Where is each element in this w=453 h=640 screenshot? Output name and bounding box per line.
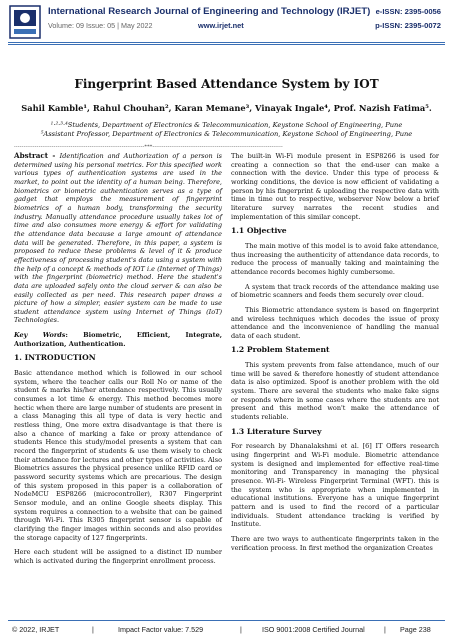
intro-continued: The built-in Wi-Fi module present in ESP8266 is used for creating a connection so that the end-user can make a connection with the device. Under this type of process & working conditions, the device is now efficient of validating a person by his fingerprint & uploading the respective data with time in time out to respective, webserver Now below a brief literature survey narrates the recent studies and implementation of this similar concept. bbox=[231, 152, 439, 221]
section-separator: ---------------------------------------------------------------------***--------------------------------------------------------------------- bbox=[14, 144, 283, 150]
intro-paragraph-2: Here each student will be assigned to a distinct ID number which is activated during the fingerprint enrollment process. bbox=[14, 548, 222, 565]
footer-page-number: Page 238 bbox=[400, 625, 431, 634]
volume-line: Volume: 09 Issue: 05 | May 2022 bbox=[48, 21, 153, 30]
objective-paragraph-1: The main motive of this model is to avoid fake attendance, thus increasing the authenticity of attendance data records, to reduce the process of manually taking and maintaining the attendance records becomes highly cumbersome. bbox=[231, 241, 439, 276]
footer-separator: | bbox=[384, 625, 386, 634]
abstract-label: Abstract - bbox=[14, 151, 60, 160]
keywords bbox=[14, 331, 222, 348]
objective-paragraph-3: This Biometric attendance system is based on fingerprint and wireless techniques which decodes the issue of proxy attendance and the inconvenience of handling the manual data of each student. bbox=[231, 305, 439, 340]
page-footer bbox=[0, 625, 453, 639]
footer-impact-factor: Impact Factor value: 7.529 bbox=[118, 625, 204, 634]
journal-website[interactable]: www.irjet.net bbox=[198, 21, 244, 30]
footer-copyright: © 2022, IRJET bbox=[12, 625, 60, 634]
header-rule-2 bbox=[8, 44, 445, 45]
footer-separator: | bbox=[240, 625, 242, 634]
e-issn: e-ISSN: 2395-0056 bbox=[375, 7, 441, 16]
right-column bbox=[231, 152, 439, 558]
problem-paragraph: This system prevents from false attendance, much of our time will be saved & therefore honestly of student attendance data is also optimized. Spoof is another problem with the old system. There are several the students who make fake signs or responds where in some cases where the students are not present and this method won't make the attendance of students reliable. bbox=[231, 361, 439, 422]
abstract bbox=[14, 152, 222, 325]
intro-heading: 1. INTRODUCTION bbox=[14, 353, 96, 363]
footer-iso: ISO 9001:2008 Certified Journal bbox=[262, 625, 365, 634]
objective-paragraph-2: A system that track records of the attendance making use of biometric scanners and feeds them securely over cloud. bbox=[231, 282, 439, 300]
keywords-text: : Biometric, Efficient, Integrate, Authorization, Authentication. bbox=[14, 331, 223, 348]
abstract-text: Identification and Authorization of a person is determined using his personal metrics. For this specified work various types of authentication systems are used in the market, to point out the identity of a human being. Therefore, biometrics or biometric authentication serves as a type of gadget that employs the measurement of fingerprint biometrics of a human body, transforming the security industry. Manually attendance procedure usually takes lot of time and also consumes more energy & effort for validating the attendance data because a large amount of attendance data will be generated. Therefore, in this paper, a system is proposed to reduce these problems & level of it & produce effectiveness of processing student's data using a system with the help of a concept & methods of IOT i.e (Internet of Things) with the fingerprint (biometric) method. Here the student's data are uploaded safely onto the cloud server & can also be easily collected as per need. This research paper draws a picture of how a simpler, easier system can be made to use student attendance system using Internet of Things (IoT) Technologies. bbox=[14, 152, 222, 325]
footer-rule bbox=[8, 620, 445, 621]
literature-heading: 1.3 Literature Survey bbox=[231, 426, 322, 436]
p-issn: p-ISSN: 2395-0072 bbox=[375, 21, 441, 30]
objective-heading: 1.1 Objective bbox=[231, 226, 287, 236]
journal-header bbox=[0, 0, 453, 44]
footer-separator: | bbox=[92, 625, 94, 634]
left-column bbox=[14, 152, 222, 572]
literature-paragraph-1: For research by Dhanalakshmi et al. [6] IT Offers research using fingerprint and Wi-Fi module. Biometric attendance system is designed and implemented for effective real-time monitoring and Transparency in managing the physical presence. Wi-Fi- Wireless Fingerprint Terminal (WFT). this is the system who is appropriate when implemented in educational institutions. Everyone has a unique fingerprint pattern and is used to find the record of a particular individuals. Student attendance tracking is verified by Institute. bbox=[231, 442, 439, 529]
header-rule bbox=[8, 42, 445, 43]
affiliation-professor: ⁵Assistant Professor, Department of Electronics & Telecommunication, Keystone School of Engineering, Pune bbox=[40, 130, 413, 138]
affiliation-students: ¹·²·³·⁴Students, Department of Electronics & Telecommunication, Keystone School of Engineering, Pune bbox=[50, 121, 403, 129]
intro-paragraph-1: Basic attendance method which is followed in our school system, where the teacher calls our Roll No or name of the student & marks his/her attendance respectively. This usually consumes a lot time & energy. This method becomes more hectic when there are large number of students are present in a class Managing this all type of data is very hectic and restless thing, One more extra disadvantage is that there is also a chance of marking a fake or proxy attendance of students Hence this study/model presents a system that can record the fingerprint of students & use them wisely to check their attendance for lectures and other types of activities. Also Biometrics assures the physical presence unlike RFID card or password security systems which are precarious. The design of this system proposed in this paper is a collaboration of NodeMCU ESP8266 (microcontroller), R307 Fingerprint Sensor module, and an online Google sheets display. This system requires a connection to a website that can be gained through Wi-Fi. This R305 fingerprint sensor is capable of clarifying the finger images within seconds and also provides the storage capacity of 127 fingerprints. bbox=[14, 369, 222, 542]
journal-title: International Research Journal of Engineering and Technology (IRJET) bbox=[48, 6, 371, 17]
paper-authors: Sahil Kamble¹, Rahul Chouhan², Karan Memane³, Vinayak Ingale⁴, Prof. Nazish Fatima⁵. bbox=[21, 103, 432, 113]
problem-heading: 1.2 Problem Statement bbox=[231, 345, 330, 355]
keywords-label: Key Words bbox=[14, 331, 66, 340]
irjet-logo-icon bbox=[9, 5, 41, 39]
paper-title: Fingerprint Based Attendance System by IOT bbox=[74, 77, 379, 91]
literature-paragraph-2: There are two ways to authenticate fingerprints taken in the verification process. In first method the organization Creates bbox=[231, 534, 439, 552]
